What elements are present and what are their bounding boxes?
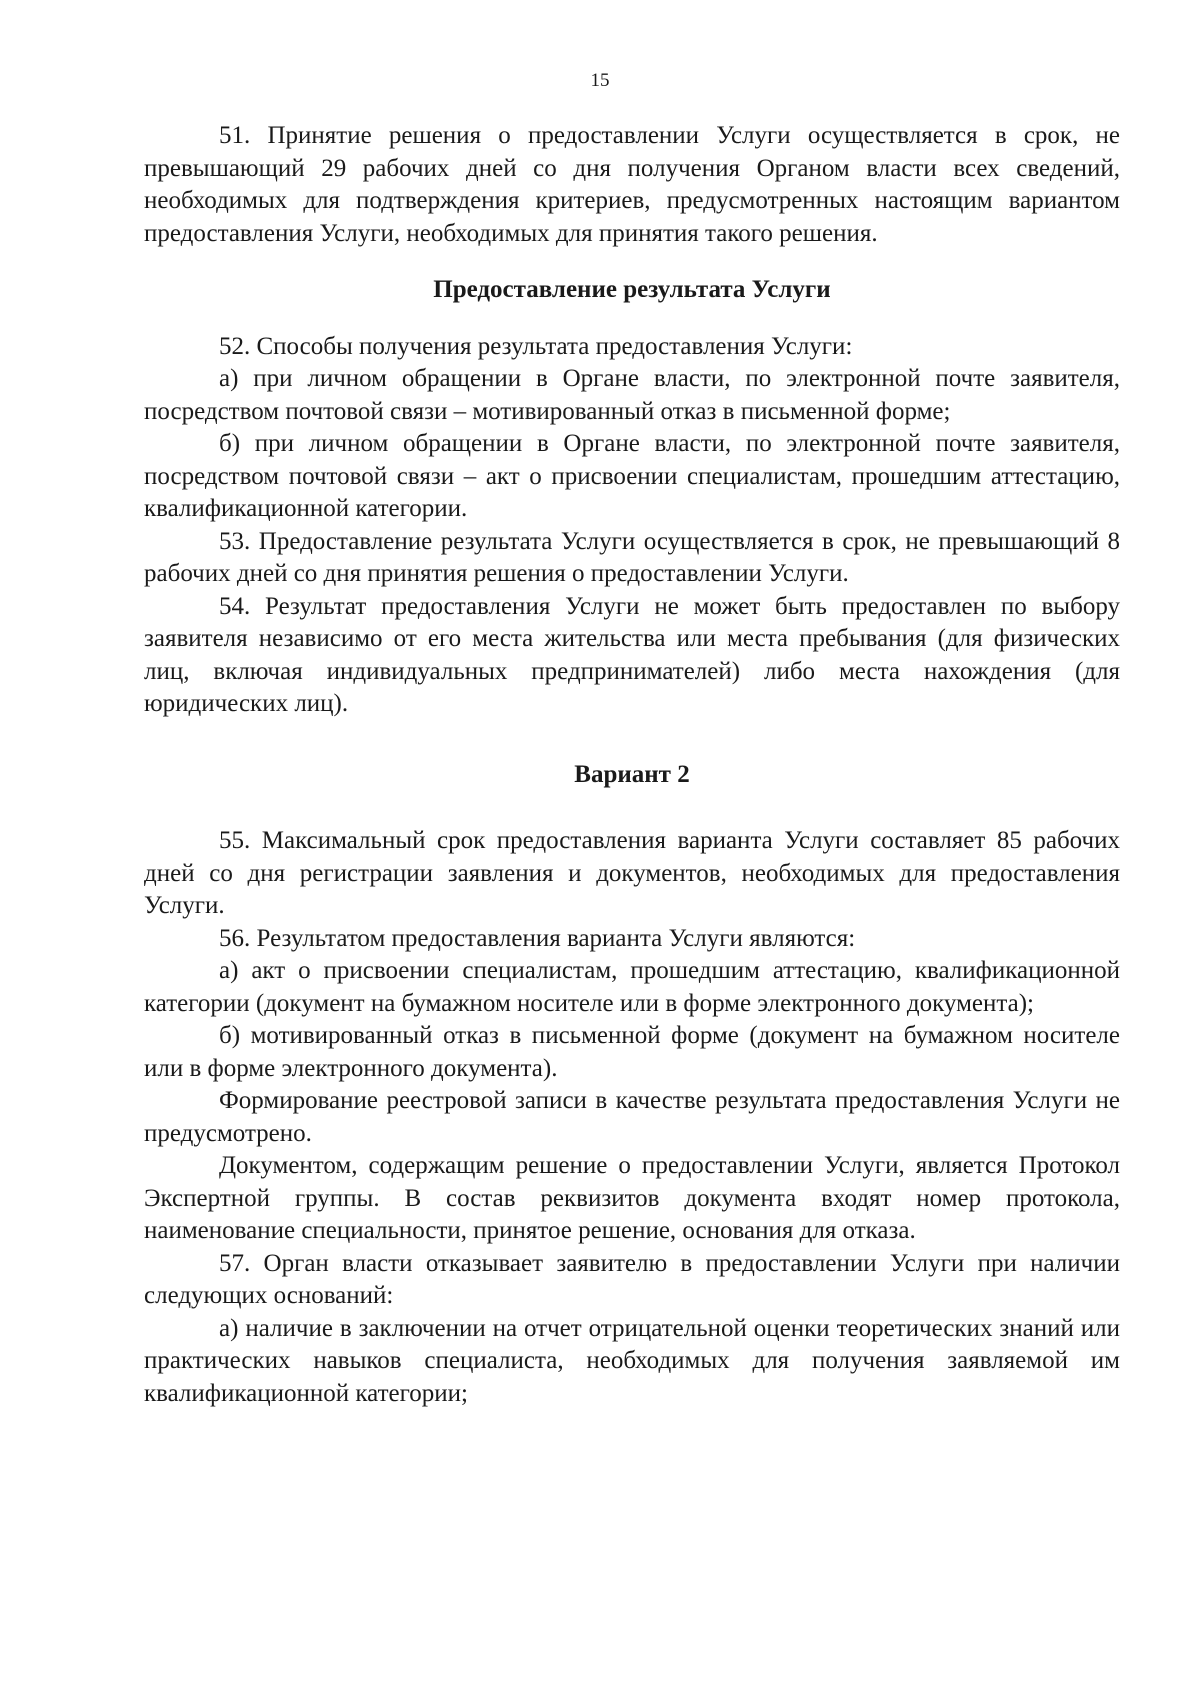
- page-number: 15: [590, 70, 610, 91]
- paragraph-53: 53. Предоставление результата Услуги осуществляется в срок, не превышающий 8 рабочих дней со дня принятия решения о предоставлении Услуги.: [144, 527, 1120, 587]
- section-heading-result: Предоставление результата Услуги: [433, 276, 831, 303]
- paragraph-54: 54. Результат предоставления Услуги не может быть предоставлен по выбору заявителя независимо от его места жительства или места пребывания (для физических лиц, включая индивидуальных предпринимателей) либо места нахождения (для юридических лиц).: [144, 592, 1120, 717]
- paragraph-51: 51. Принятие решения о предоставлении Услуги осуществляется в срок, не превышающий 29 рабочих дней со дня получения Органом власти всех сведений, необходимых для подтверждения критериев, предусмотренных настоящим вариантом предоставления Услуги, необходимых для принятия такого решения.: [144, 122, 1120, 247]
- paragraph-52: 52. Способы получения результата предоставления Услуги:: [219, 332, 853, 360]
- section-heading-variant-2: Вариант 2: [574, 760, 690, 788]
- paragraph-56-a: а) акт о присвоении специалистам, прошедшим аттестацию, квалификационной категории (документ на бумажном носителе или в форме электронного документа);: [144, 957, 1120, 1017]
- document-body: [144, 120, 1120, 1410]
- paragraph-52-a: а) при личном обращении в Органе власти, по электронной почте заявителя, посредством почтовой связи – мотивированный отказ в письменной форме;: [144, 365, 1120, 425]
- paragraph-52-b: б) при личном обращении в Органе власти, по электронной почте заявителя, посредством почтовой связи – акт о присвоении специалистам, прошедшим аттестацию, квалификационной категории.: [144, 430, 1120, 522]
- paragraph-registry-record: Формирование реестровой записи в качестве результата предоставления Услуги не предусмотрено.: [144, 1087, 1120, 1147]
- paragraph-57-a: а) наличие в заключении на отчет отрицательной оценки теоретических знаний или практических навыков специалиста, необходимых для получения заявляемой им квалификационной категории;: [144, 1314, 1120, 1407]
- paragraph-56-b: б) мотивированный отказ в письменной форме (документ на бумажном носителе или в форме электронного документа).: [144, 1022, 1120, 1082]
- paragraph-56: 56. Результатом предоставления варианта Услуги являются:: [219, 924, 856, 952]
- paragraph-55: 55. Максимальный срок предоставления варианта Услуги составляет 85 рабочих дней со дня регистрации заявления и документов, необходимых для предоставления Услуги.: [144, 827, 1120, 919]
- paragraph-decision-document: Документом, содержащим решение о предоставлении Услуги, является Протокол Экспертной группы. В состав реквизитов документа входят номер протокола, наименование специальности, принятое решение, основания для отказа.: [144, 1152, 1120, 1244]
- paragraph-57: 57. Орган власти отказывает заявителю в предоставлении Услуги при наличии следующих оснований:: [144, 1249, 1120, 1309]
